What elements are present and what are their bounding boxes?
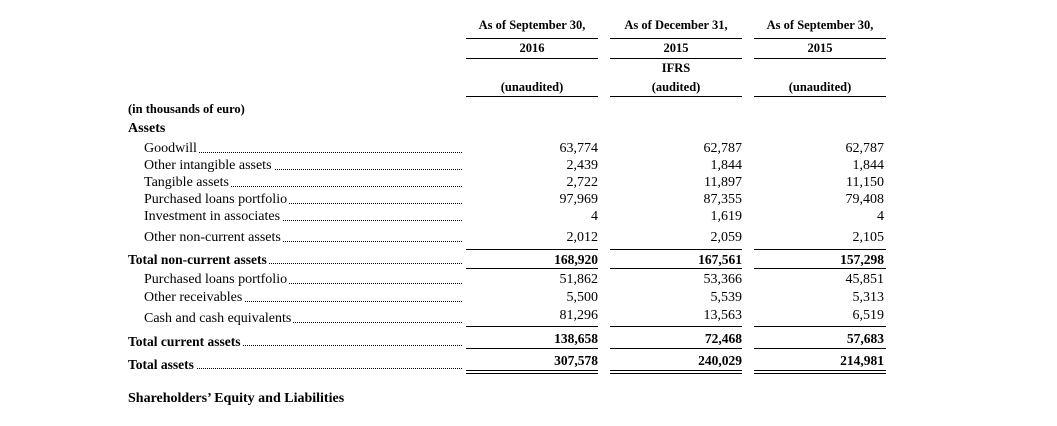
row-value: 62,787 bbox=[845, 141, 884, 156]
col3-audit-rule bbox=[754, 96, 886, 97]
row-value: 2,059 bbox=[710, 230, 742, 245]
total-rule bbox=[466, 348, 598, 349]
row-value: 13,563 bbox=[703, 308, 742, 323]
grand-total-rule bbox=[466, 370, 598, 371]
col3-audit-status: (unaudited) bbox=[788, 80, 852, 94]
row-label: Cash and cash equivalents bbox=[144, 310, 462, 327]
grand-total-rule bbox=[754, 370, 886, 371]
col3-header-year: 2015 bbox=[807, 41, 833, 55]
row-value: 1,844 bbox=[710, 158, 742, 173]
row-label: Total non-current assets bbox=[128, 251, 462, 268]
row-value: 53,366 bbox=[703, 272, 742, 287]
row-value: 240,029 bbox=[698, 353, 742, 368]
row-value: 2,722 bbox=[566, 175, 598, 190]
row-label: Total current assets bbox=[128, 333, 462, 350]
subtotal-rule bbox=[466, 249, 598, 250]
row-value: 2,439 bbox=[566, 158, 598, 173]
total-rule bbox=[754, 348, 886, 349]
row-value: 57,683 bbox=[846, 331, 884, 346]
grand-total-rule bbox=[610, 370, 742, 371]
col1-header-line1: As of September 30, bbox=[478, 18, 586, 32]
row-value: 81,296 bbox=[559, 308, 598, 323]
col2-audit-rule bbox=[610, 96, 742, 97]
row-label: Other non-current assets bbox=[144, 229, 462, 246]
row-value: 87,355 bbox=[703, 192, 742, 207]
row-label: Other intangible assets bbox=[144, 157, 462, 174]
row-value: 1,619 bbox=[710, 209, 742, 224]
row-value: 2,012 bbox=[566, 230, 598, 245]
row-label: Investment in associates bbox=[144, 208, 462, 225]
col1-audit-rule bbox=[466, 96, 598, 97]
row-label: Tangible assets bbox=[144, 174, 462, 191]
col1-year-rule bbox=[466, 58, 598, 59]
equity-heading: Shareholders’ Equity and Liabilities bbox=[128, 391, 345, 406]
total-rule bbox=[610, 268, 742, 269]
row-value: 72,468 bbox=[704, 331, 742, 346]
grand-total-rule bbox=[610, 373, 742, 374]
row-value: 214,981 bbox=[840, 353, 884, 368]
total-rule bbox=[754, 268, 886, 269]
row-label: Purchased loans portfolio bbox=[144, 191, 462, 208]
col3-year-rule bbox=[754, 58, 886, 59]
row-value: 4 bbox=[877, 209, 884, 224]
subtotal-rule bbox=[754, 326, 886, 327]
grand-total-rule bbox=[754, 373, 886, 374]
unit-label: (in thousands of euro) bbox=[128, 102, 245, 116]
row-value: 63,774 bbox=[559, 141, 598, 156]
col1-header-rule bbox=[466, 38, 598, 39]
total-rule bbox=[610, 348, 742, 349]
grand-total-rule bbox=[466, 373, 598, 374]
col1-header-year: 2016 bbox=[519, 41, 545, 55]
row-value: 79,408 bbox=[845, 192, 884, 207]
row-label: Purchased loans portfolio bbox=[144, 271, 462, 288]
col2-audit-status: (audited) bbox=[651, 80, 701, 94]
row-label: Total assets bbox=[128, 356, 462, 373]
row-value: 62,787 bbox=[703, 141, 742, 156]
col3-header-line1: As of September 30, bbox=[766, 18, 874, 32]
row-value: 11,897 bbox=[704, 175, 742, 190]
col2-header-standard: IFRS bbox=[661, 61, 691, 75]
col1-audit-status: (unaudited) bbox=[500, 80, 564, 94]
row-value: 11,150 bbox=[846, 175, 884, 190]
subtotal-rule bbox=[754, 249, 886, 250]
subtotal-rule bbox=[466, 326, 598, 327]
row-value: 168,920 bbox=[554, 252, 598, 267]
row-value: 6,519 bbox=[852, 308, 884, 323]
row-value: 5,313 bbox=[852, 290, 884, 305]
col2-header-line1: As of December 31, bbox=[624, 18, 728, 32]
row-value: 5,500 bbox=[566, 290, 598, 305]
row-label: Goodwill bbox=[144, 140, 462, 157]
row-value: 1,844 bbox=[852, 158, 884, 173]
row-value: 307,578 bbox=[554, 353, 598, 368]
col2-header-rule bbox=[610, 38, 742, 39]
row-value: 4 bbox=[591, 209, 598, 224]
col2-header-year: 2015 bbox=[663, 41, 689, 55]
subtotal-rule bbox=[610, 326, 742, 327]
row-label: Other receivables bbox=[144, 289, 462, 306]
total-rule bbox=[466, 268, 598, 269]
row-value: 45,851 bbox=[845, 272, 884, 287]
col3-header-rule bbox=[754, 38, 886, 39]
row-value: 97,969 bbox=[559, 192, 598, 207]
row-value: 5,539 bbox=[710, 290, 742, 305]
row-value: 167,561 bbox=[698, 252, 742, 267]
subtotal-rule bbox=[610, 249, 742, 250]
assets-heading: Assets bbox=[128, 121, 166, 136]
row-value: 138,658 bbox=[554, 331, 598, 346]
row-value: 2,105 bbox=[852, 230, 884, 245]
row-value: 51,862 bbox=[559, 272, 598, 287]
row-value: 157,298 bbox=[840, 252, 884, 267]
col2-year-rule bbox=[610, 58, 742, 59]
